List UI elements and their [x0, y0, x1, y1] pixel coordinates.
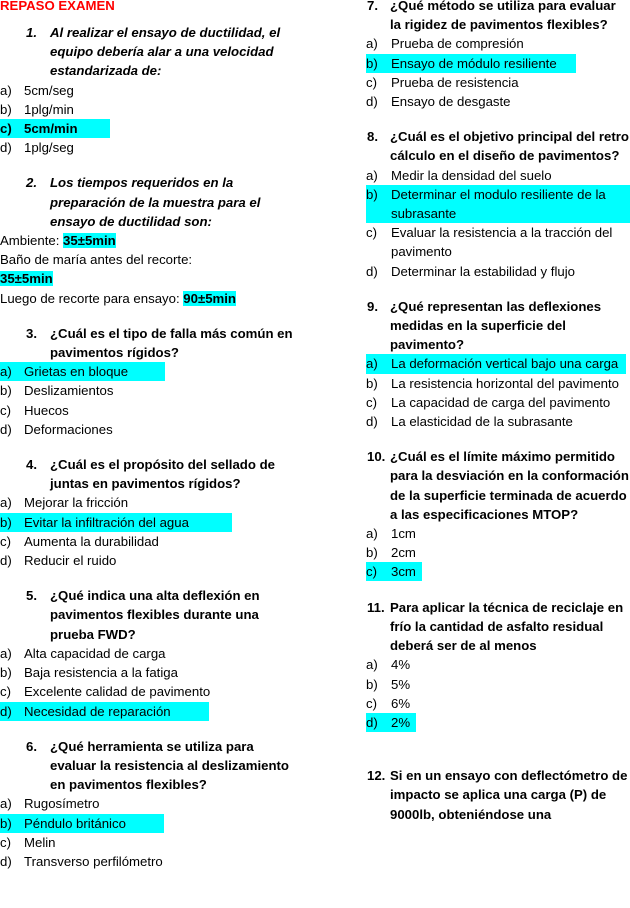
bano-value: 35±5min	[0, 271, 53, 287]
question-3	[0, 324, 300, 362]
question-number: 3.	[26, 325, 37, 341]
option-letter: d)	[366, 414, 378, 430]
question-7	[335, 0, 630, 34]
question-number: 4.	[26, 457, 37, 473]
question-text: ¿Cuál es el objetivo principal del retro cálculo en el diseño de pavimentos?	[390, 129, 629, 164]
option-letter: a)	[0, 796, 12, 812]
option-letter: b)	[366, 676, 378, 692]
ambiente-label: Ambiente:	[0, 233, 64, 249]
option-letter: c)	[366, 394, 377, 410]
q7-option-d[interactable]	[335, 92, 630, 111]
q7-option-b[interactable]	[335, 54, 630, 73]
option-text: 2%	[391, 714, 411, 730]
option-text: Alta capacidad de carga	[24, 645, 166, 661]
question-text: Los tiempos requeridos en la preparación de la muestra para el ensayo de ductilidad son:	[50, 175, 261, 229]
option-text: Necesidad de reparación	[24, 703, 171, 719]
option-letter: d)	[0, 553, 12, 569]
option-text: Mejorar la fricción	[24, 495, 129, 511]
q10-option-a[interactable]	[335, 524, 630, 543]
q1-option-a[interactable]	[0, 81, 300, 100]
q6-option-c[interactable]	[0, 833, 300, 852]
option-letter: b)	[366, 186, 378, 202]
option-text: Huecos	[24, 402, 69, 418]
question-11	[335, 598, 630, 656]
bano-value-line	[0, 269, 300, 288]
question-9	[335, 297, 630, 355]
q11-option-b[interactable]	[335, 675, 630, 694]
question-text: Para aplicar la técnica de reciclaje en frío la cantidad de asfalto residual deberá ser de al menos	[390, 599, 624, 654]
q10-option-b[interactable]	[335, 543, 630, 562]
q8-option-d[interactable]	[335, 262, 630, 281]
option-text: 5cm/seg	[24, 82, 74, 98]
option-text: Grietas en bloque	[24, 364, 129, 380]
q3-option-a[interactable]	[0, 362, 300, 381]
question-number: 1.	[26, 25, 37, 40]
option-letter: b)	[0, 815, 12, 831]
question-text: ¿Qué indica una alta deflexión en pavimentos flexibles durante una prueba FWD?	[50, 588, 260, 642]
q6-option-a[interactable]	[0, 794, 300, 813]
question-number: 5.	[26, 588, 37, 604]
q9-option-b[interactable]	[335, 374, 630, 393]
option-letter: b)	[0, 383, 12, 399]
q5-option-a[interactable]	[0, 644, 300, 663]
option-letter: a)	[0, 495, 12, 511]
option-letter: c)	[366, 74, 377, 90]
option-letter: d)	[0, 853, 12, 869]
q1-option-b[interactable]	[0, 100, 300, 119]
q3-option-d[interactable]	[0, 420, 300, 439]
q8-option-b[interactable]	[366, 185, 630, 223]
q6-option-b[interactable]	[0, 814, 300, 833]
ambiente-line	[0, 231, 300, 250]
question-text: ¿Qué herramienta se utiliza para evaluar la resistencia al deslizamiento en pavimentos flexibles?	[50, 738, 289, 793]
option-letter: c)	[366, 564, 377, 580]
option-letter: a)	[366, 167, 378, 183]
option-text: Rugosímetro	[24, 796, 100, 812]
option-letter: d)	[0, 140, 12, 156]
option-letter: b)	[366, 375, 378, 391]
question-text: ¿Cuál es el límite máximo permitido para la desviación en la conformación de la superficie terminada de acuerdo a las especificaciones MTOP?	[390, 449, 629, 522]
question-number: 12.	[367, 768, 386, 784]
q10-option-c[interactable]	[335, 562, 630, 581]
option-letter: d)	[366, 714, 378, 730]
q8-option-a[interactable]	[335, 166, 630, 185]
option-text: Excelente calidad de pavimento	[24, 684, 211, 700]
q8-option-c[interactable]	[335, 223, 630, 261]
option-text: Melin	[24, 834, 56, 850]
question-text: ¿Qué método se utiliza para evaluar la rigidez de pavimentos flexibles?	[390, 0, 616, 33]
option-letter: c)	[0, 121, 12, 137]
option-text: Aumenta la durabilidad	[24, 533, 159, 549]
q11-option-d[interactable]	[335, 713, 630, 732]
q4-option-b[interactable]	[0, 513, 300, 532]
question-number: 9.	[367, 298, 378, 314]
question-number: 7.	[367, 0, 378, 13]
option-letter: b)	[0, 101, 12, 117]
option-letter: a)	[366, 36, 378, 52]
question-1	[0, 23, 300, 81]
question-text: ¿Cuál es el tipo de falla más común en pavimentos rígidos?	[50, 325, 293, 361]
question-10	[335, 447, 630, 524]
option-text: La elasticidad de la subrasante	[391, 414, 573, 430]
question-text: Al realizar el ensayo de ductilidad, el equipo debería alar a una velocidad estandarizada de:	[50, 25, 281, 79]
q5-option-d[interactable]	[0, 702, 300, 721]
option-text: Determinar la estabilidad y flujo	[391, 263, 575, 279]
option-text: Prueba de resistencia	[391, 74, 519, 90]
option-letter: d)	[366, 94, 378, 110]
option-text: La resistencia horizontal del pavimento	[391, 375, 619, 391]
q3-option-c[interactable]	[0, 401, 300, 420]
question-8	[335, 127, 630, 165]
option-letter: b)	[0, 665, 12, 681]
option-text: 4%	[391, 657, 411, 673]
option-letter: d)	[366, 263, 378, 279]
right-column	[335, 0, 630, 824]
q4-option-a[interactable]	[0, 493, 300, 512]
q6-option-d[interactable]	[0, 852, 300, 871]
question-number: 11.	[367, 599, 385, 615]
q11-option-c[interactable]	[335, 694, 630, 713]
q9-option-d[interactable]	[335, 412, 630, 431]
option-text: La deformación vertical bajo una carga	[391, 356, 619, 372]
question-12	[335, 766, 630, 824]
question-number: 2.	[26, 175, 37, 191]
option-text: Transverso perfilómetro	[24, 853, 163, 869]
q4-option-d[interactable]	[0, 551, 300, 570]
option-text: 5cm/min	[24, 121, 78, 137]
recorte-line	[0, 289, 300, 308]
option-letter: c)	[366, 225, 377, 241]
option-text: Deslizamientos	[24, 383, 114, 399]
question-5	[0, 586, 300, 644]
q11-option-a[interactable]	[335, 655, 630, 674]
option-text: La capacidad de carga del pavimento	[391, 394, 611, 410]
q5-option-c[interactable]	[0, 682, 300, 701]
option-letter: b)	[366, 545, 378, 561]
question-number: 8.	[367, 129, 378, 145]
left-column	[0, 0, 300, 871]
q4-option-c[interactable]	[0, 532, 300, 551]
question-4	[0, 455, 300, 493]
option-letter: b)	[366, 55, 378, 71]
question-2	[0, 173, 300, 231]
option-letter: a)	[366, 356, 378, 372]
option-letter: c)	[0, 402, 11, 418]
option-text: Péndulo británico	[24, 815, 126, 831]
q3-option-b[interactable]	[0, 381, 300, 400]
question-6	[0, 737, 300, 795]
question-number: 10.	[367, 449, 386, 465]
question-text: ¿Qué representan las deflexiones medidas en la superficie del pavimento?	[390, 298, 602, 353]
page-title: REPASO EXAMEN	[0, 0, 115, 13]
option-letter: d)	[0, 421, 12, 437]
option-text: 3cm	[391, 564, 416, 580]
q7-option-c[interactable]	[335, 73, 630, 92]
option-text: Ensayo de módulo resiliente	[391, 55, 557, 71]
option-text: Prueba de compresión	[391, 36, 524, 52]
option-text: 1plg/seg	[24, 140, 74, 156]
q9-option-c[interactable]	[335, 393, 630, 412]
option-text: Reducir el ruido	[24, 553, 117, 569]
option-letter: d)	[0, 703, 12, 719]
option-text: Deformaciones	[24, 421, 113, 437]
option-letter: a)	[366, 526, 378, 542]
q9-option-a[interactable]	[366, 354, 626, 373]
recorte-label: Luego de recorte para ensayo:	[0, 290, 184, 306]
option-text: 1cm	[391, 526, 416, 542]
option-text: 2cm	[391, 545, 416, 561]
option-text: Evitar la infiltración del agua	[24, 514, 189, 530]
option-text: Baja resistencia a la fatiga	[24, 665, 178, 681]
recorte-value: 90±5min	[183, 290, 236, 306]
ambiente-value: 35±5min	[63, 233, 116, 249]
q7-option-a[interactable]	[335, 34, 630, 53]
bano-line: Baño de maría antes del recorte:	[0, 252, 193, 268]
option-text: 6%	[391, 695, 411, 711]
option-text: Determinar el modulo resiliente de la subrasante	[391, 186, 606, 222]
option-text: 5%	[391, 676, 411, 692]
option-letter: c)	[0, 533, 11, 549]
q5-option-b[interactable]	[0, 663, 300, 682]
option-letter: c)	[0, 684, 11, 700]
option-letter: a)	[0, 82, 12, 98]
option-letter: c)	[366, 695, 377, 711]
question-number: 6.	[26, 738, 37, 754]
option-letter: c)	[0, 834, 11, 850]
option-text: Evaluar la resistencia a la tracción del pavimento	[391, 225, 613, 260]
q1-option-c[interactable]	[0, 119, 300, 138]
option-letter: a)	[366, 657, 378, 673]
option-text: Medir la densidad del suelo	[391, 167, 552, 183]
option-text: 1plg/min	[24, 101, 74, 117]
option-letter: b)	[0, 514, 12, 530]
q1-option-d[interactable]	[0, 138, 300, 157]
option-letter: a)	[0, 364, 12, 380]
question-text: ¿Cuál es el propósito del sellado de juntas en pavimentos rígidos?	[50, 457, 275, 492]
option-text: Ensayo de desgaste	[391, 94, 511, 110]
option-letter: a)	[0, 645, 12, 661]
question-text: Si en un ensayo con deflectómetro de impacto se aplica una carga (P) de 9000lb, obteniéndose una	[390, 768, 628, 822]
